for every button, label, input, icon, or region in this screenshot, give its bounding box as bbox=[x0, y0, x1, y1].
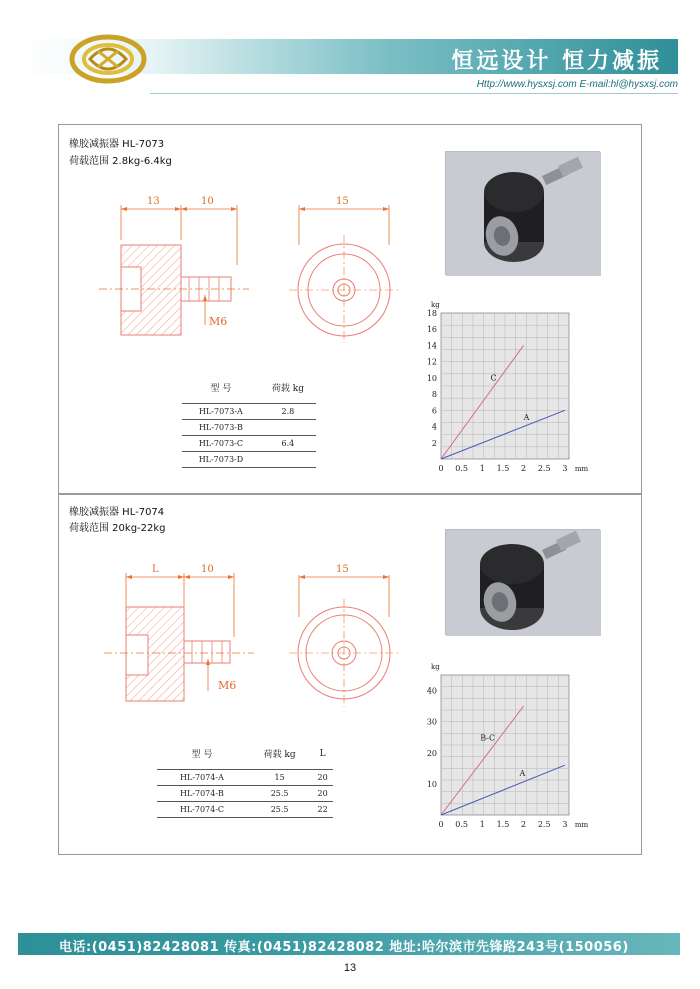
header-contact[interactable]: Http://www.hysxsj.com E-mail:hl@hysxsj.com bbox=[476, 79, 678, 90]
dim-length: 13 bbox=[147, 196, 160, 207]
dim-diameter: 15 bbox=[336, 564, 349, 575]
header-divider bbox=[150, 93, 678, 94]
cell-load: 25.5 bbox=[247, 785, 312, 801]
page-number: 13 bbox=[343, 962, 357, 974]
x-tick-label: 2 bbox=[521, 464, 527, 473]
x-tick-label: 3 bbox=[562, 820, 568, 829]
series-label: A bbox=[519, 769, 526, 779]
x-tick-label: 0.5 bbox=[455, 820, 469, 829]
y-tick-label: 4 bbox=[431, 422, 437, 432]
cell-model: HL-7073-C bbox=[182, 435, 260, 451]
spec-table-hl7074 bbox=[157, 739, 333, 818]
col-header-load: 荷载 kg bbox=[260, 373, 316, 403]
x-tick-label: 0 bbox=[438, 464, 444, 473]
rubber-mount-icon bbox=[446, 530, 601, 636]
cell-length: 20 bbox=[312, 785, 333, 801]
table-row bbox=[182, 419, 316, 435]
x-axis-unit: mm bbox=[574, 821, 589, 829]
table-row bbox=[182, 403, 316, 419]
cell-model: HL-7073-A bbox=[182, 403, 260, 419]
y-tick-label: 2 bbox=[431, 438, 437, 448]
table-row bbox=[157, 769, 333, 785]
side-view-drawing bbox=[104, 557, 304, 717]
x-tick-label: 1.5 bbox=[496, 820, 510, 829]
company-logo-icon bbox=[68, 33, 148, 85]
load-deflection-chart-1 bbox=[417, 293, 589, 483]
y-tick-label: 6 bbox=[431, 406, 437, 416]
y-tick-label: 10 bbox=[426, 373, 437, 383]
series-label: A bbox=[523, 413, 530, 423]
product-photo bbox=[445, 151, 600, 275]
thread-label: M6 bbox=[209, 315, 228, 328]
cell-load bbox=[260, 419, 316, 435]
cell-load: 15 bbox=[247, 769, 312, 785]
y-tick-label: 40 bbox=[426, 686, 437, 696]
table-row bbox=[182, 451, 316, 467]
cell-load: 2.8 bbox=[260, 403, 316, 419]
x-tick-label: 3 bbox=[562, 464, 568, 473]
cell-model: HL-7074-B bbox=[157, 785, 247, 801]
dim-length: L bbox=[152, 564, 159, 575]
cell-model: HL-7074-C bbox=[157, 801, 247, 817]
dim-diameter: 15 bbox=[336, 196, 349, 207]
y-tick-label: 8 bbox=[431, 390, 437, 400]
x-tick-label: 1 bbox=[479, 820, 485, 829]
cell-length: 22 bbox=[312, 801, 333, 817]
product-panel-hl7073 bbox=[58, 124, 642, 494]
x-tick-label: 2.5 bbox=[537, 464, 551, 473]
col-header-model: 型 号 bbox=[157, 739, 247, 769]
product-title: 橡胶减振器 HL-7073 bbox=[69, 139, 165, 150]
series-label: C bbox=[490, 373, 497, 383]
dim-stud: 10 bbox=[201, 564, 214, 575]
x-tick-label: 0 bbox=[438, 820, 444, 829]
y-tick-label: 10 bbox=[426, 779, 437, 789]
rubber-mount-icon bbox=[446, 152, 601, 276]
y-axis-unit: kg bbox=[431, 301, 440, 309]
table-row bbox=[182, 435, 316, 451]
product-photo bbox=[445, 529, 600, 635]
table-row bbox=[157, 801, 333, 817]
y-tick-label: 30 bbox=[426, 717, 437, 727]
cell-load: 25.5 bbox=[247, 801, 312, 817]
front-view-drawing bbox=[284, 557, 414, 717]
col-header-length: L bbox=[312, 739, 333, 769]
col-header-load: 荷载 kg bbox=[247, 739, 312, 769]
side-view-drawing bbox=[99, 185, 299, 345]
load-range: 荷载范围 20kg-22kg bbox=[69, 523, 166, 534]
dim-stud: 10 bbox=[201, 196, 214, 207]
load-deflection-chart-2 bbox=[417, 655, 587, 840]
cell-length: 20 bbox=[312, 769, 333, 785]
product-panel-hl7074 bbox=[58, 494, 642, 855]
y-tick-label: 12 bbox=[426, 357, 437, 367]
load-range: 荷载范围 2.8kg-6.4kg bbox=[69, 156, 172, 167]
x-axis-unit: mm bbox=[574, 465, 589, 473]
cell-model: HL-7073-B bbox=[182, 419, 260, 435]
y-tick-label: 16 bbox=[426, 325, 437, 335]
table-row bbox=[157, 785, 333, 801]
thread-label: M6 bbox=[218, 679, 237, 692]
cell-load bbox=[260, 451, 316, 467]
cell-model: HL-7074-A bbox=[157, 769, 247, 785]
spec-table-hl7073 bbox=[182, 373, 316, 468]
cell-model: HL-7073-D bbox=[182, 451, 260, 467]
cell-load: 6.4 bbox=[260, 435, 316, 451]
y-axis-unit: kg bbox=[431, 663, 440, 671]
x-tick-label: 0.5 bbox=[455, 464, 469, 473]
footer-contact: 电话:(0451)82428081 传真:(0451)82428082 地址:哈尔滨市先锋路243号(150056) bbox=[59, 940, 629, 955]
y-tick-label: 18 bbox=[426, 309, 437, 318]
x-tick-label: 2 bbox=[521, 820, 527, 829]
y-tick-label: 20 bbox=[426, 748, 437, 758]
x-tick-label: 1 bbox=[479, 464, 485, 473]
col-header-model: 型 号 bbox=[182, 373, 260, 403]
series-label: B-C bbox=[480, 733, 496, 743]
x-tick-label: 1.5 bbox=[496, 464, 510, 473]
header-slogan: 恒远设计 恒力减振 bbox=[451, 49, 662, 74]
front-view-drawing bbox=[284, 185, 414, 345]
x-tick-label: 2.5 bbox=[537, 820, 551, 829]
y-tick-label: 14 bbox=[426, 341, 437, 351]
product-title: 橡胶减振器 HL-7074 bbox=[69, 507, 165, 518]
